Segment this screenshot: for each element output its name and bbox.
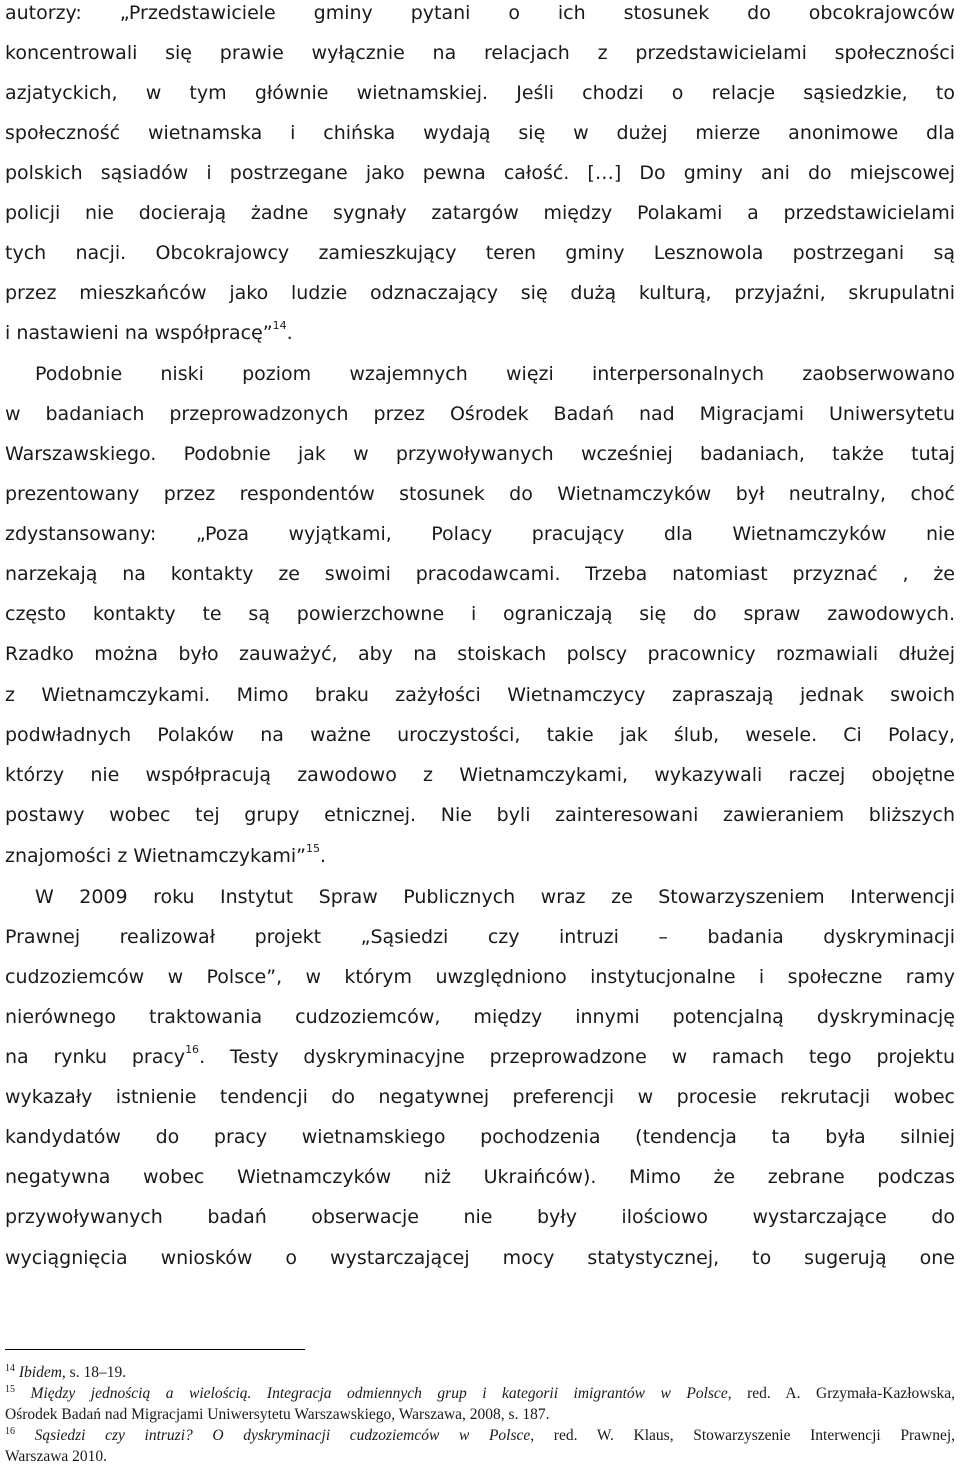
text-line: policji nie docierają żadne sygnały zatargów między Polakami a przedstawicielami xyxy=(5,202,955,224)
text-line: autorzy: „Przedstawiciele gminy pytani o ich stosunek do obcokrajowców xyxy=(5,2,955,24)
text-line: wykazały istnienie tendencji do negatywnej preferencji w procesie rekrutacji wobec xyxy=(5,1086,955,1108)
footnote-text: , s. 18–19. xyxy=(61,1364,127,1381)
footnote-number: 16 xyxy=(5,1426,15,1437)
footnote-title: Ibidem xyxy=(18,1364,62,1381)
text-line: wyciągnięcia wniosków o wystarczającej mocy statystycznej, to sugerują one xyxy=(5,1247,955,1269)
text-line: koncentrowali się prawie wyłącznie na relacjach z przedstawicielami społeczności xyxy=(5,42,955,64)
text-line: cudzoziemców w Polsce”, w którym uwzględniono instytucjonalne i społeczne ramy xyxy=(5,966,955,988)
text-line: przez mieszkańców jako ludzie odznaczający się dużą kulturą, przyjaźni, skrupulatni xyxy=(5,282,955,304)
text-line: W 2009 roku Instytut Spraw Publicznych wraz ze Stowarzyszeniem Interwencji xyxy=(35,886,955,908)
text-line: społeczność wietnamska i chińska wydają się w dużej mierze anonimowe dla xyxy=(5,122,955,144)
text-line xyxy=(5,1037,955,1077)
text-line: Rzadko można było zauważyć, aby na stoiskach polscy pracownicy rozmawiali dłużej xyxy=(5,643,955,665)
footnote-ref: 16 xyxy=(185,1043,200,1056)
text-line: często kontakty te są powierzchowne i ograniczają się do spraw zawodowych. xyxy=(5,603,955,625)
text-line: nierównego traktowania cudzoziemców, między innymi potencjalną dyskryminację xyxy=(5,1006,955,1028)
footnote-separator xyxy=(5,1349,305,1350)
footnote xyxy=(5,1427,955,1445)
text-line: kandydatów do pracy wietnamskiego pochodzenia (tendencja ta była silniej xyxy=(5,1126,955,1148)
text-line: Warszawskiego. Podobnie jak w przywoływanych wcześniej badaniach, także tutaj xyxy=(5,443,955,465)
footnote-number: 14 xyxy=(5,1363,15,1374)
text-line: przywoływanych badań obserwacje nie były ilościowo wystarczające do xyxy=(5,1206,955,1228)
text-segment: i nastawieni na współpracę” xyxy=(5,322,273,344)
text-line: Prawnej realizował projekt „Sąsiedzi czy intruzi – badania dyskryminacji xyxy=(5,926,955,948)
text-line: zdystansowany: „Poza wyjątkami, Polacy pracujący dla Wietnamczyków nie xyxy=(5,523,955,545)
text-line: prezentowany przez respondentów stosunek do Wietnamczyków był neutralny, choć xyxy=(5,483,955,505)
text-line: negatywna wobec Wietnamczyków niż Ukraińców). Mimo że zebrane podczas xyxy=(5,1166,955,1188)
text-line: polskich sąsiadów i postrzegane jako pewna całość. […] Do gminy ani do miejscowej xyxy=(5,162,955,184)
footnote-continuation: Ośrodek Badań nad Migracjami Uniwersytetu Warszawskiego, Warszawa, 2008, s. 187. xyxy=(5,1406,550,1423)
text-line: z Wietnamczykami. Mimo braku zażyłości Wietnamczycy zapraszają jednak swoich xyxy=(5,684,955,706)
text-segment: . xyxy=(319,845,327,867)
footnote-text: , red. A. Grzymała-Kazłowska, xyxy=(727,1385,956,1402)
footnote-number: 15 xyxy=(5,1384,15,1395)
footnote-title: Sąsiedzi czy intruzi? O dyskryminacji cudzoziemców w Polsce xyxy=(34,1427,531,1444)
text-line: narzekają na kontakty ze swoimi pracodawcami. Trzeba natomiast przyznać , że xyxy=(5,563,955,585)
footnote-text: , red. W. Klaus, Stowarzyszenie Interwencji Prawnej, xyxy=(530,1427,956,1444)
text-line: w badaniach przeprowadzonych przez Ośrodek Badań nad Migracjami Uniwersytetu xyxy=(5,403,955,425)
text-line: którzy nie współpracują zawodowo z Wietnamczykami, wykazywali raczej obojętne xyxy=(5,764,955,786)
footnote-continuation: Warszawa 2010. xyxy=(5,1448,108,1465)
text-segment: na rynku pracy xyxy=(5,1046,186,1068)
text-line: azjatyckich, w tym głównie wietnamskiej. Jeśli chodzi o relacje sąsiedzkie, to xyxy=(5,82,955,104)
footnote-title: Między jednością a wielością. Integracja odmiennych grup i kategorii imigrantów w Polsce xyxy=(30,1385,728,1402)
footnote xyxy=(5,1385,955,1403)
text-line: podwładnych Polaków na ważne uroczystości, takie jak ślub, wesele. Ci Polacy, xyxy=(5,724,955,746)
footnote-ref: 15 xyxy=(305,842,320,855)
text-line: Podobnie niski poziom wzajemnych więzi interpersonalnych zaobserwowano xyxy=(35,363,955,385)
text-line: postawy wobec tej grupy etnicznej. Nie byli zainteresowani zawieraniem bliższych xyxy=(5,804,955,826)
footnote xyxy=(5,1364,955,1382)
text-line xyxy=(5,836,955,876)
text-segment: . xyxy=(286,322,293,344)
text-segment: . Testy dyskryminacyjne przeprowadzone w ramach tego projektu xyxy=(199,1046,955,1068)
text-line xyxy=(5,313,955,353)
footnote-ref: 14 xyxy=(272,319,287,332)
text-segment: znajomości z Wietnamczykami” xyxy=(5,845,306,867)
text-line: tych nacji. Obcokrajowcy zamieszkujący teren gminy Lesznowola postrzegani są xyxy=(5,242,955,264)
